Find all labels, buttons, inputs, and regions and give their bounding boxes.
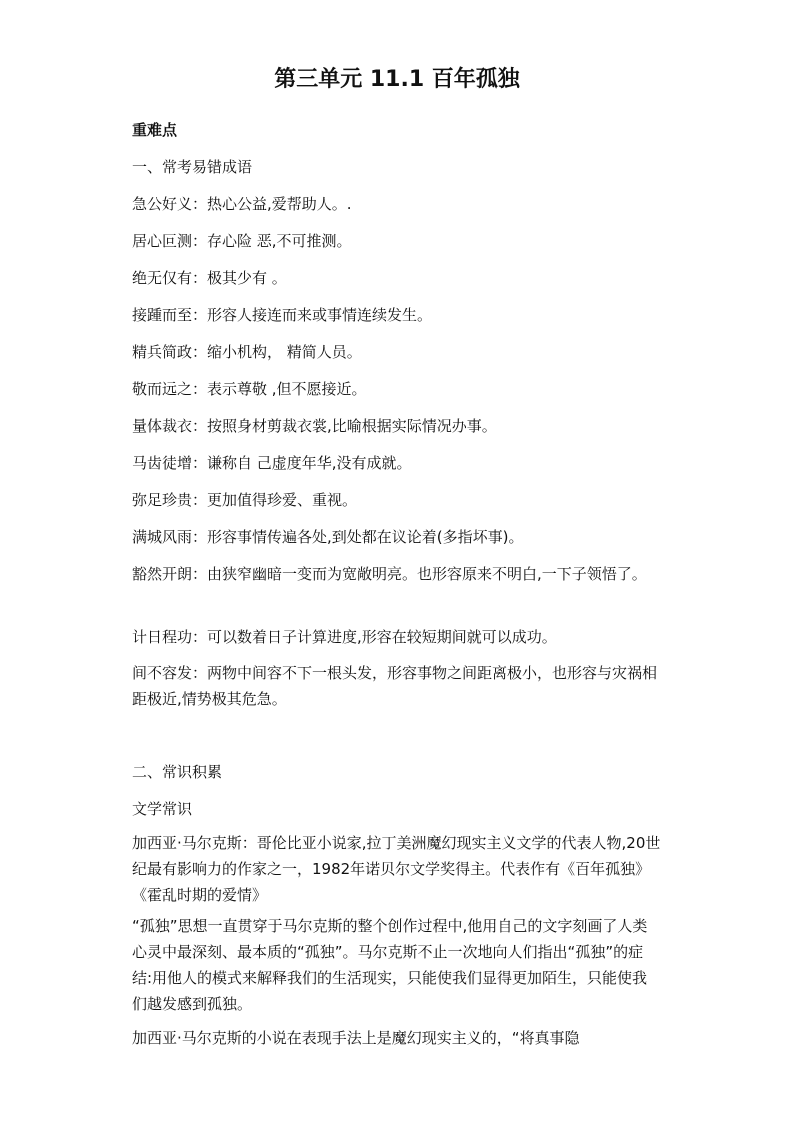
idiom-item: 量体裁衣：按照身材剪裁衣裳,比喻根据实际情况办事。 <box>132 417 497 435</box>
idiom-item: 接踵而至：形容人接连而来或事情连续发生。 <box>132 306 433 324</box>
idiom-item: 弥足珍贵：更加值得珍爱、重视。 <box>132 491 358 509</box>
body-paragraph: 加西亚·马尔克斯：哥伦比亚小说家,拉丁美洲魔幻现实主义文学的代表人物,20世纪最有影响力的作家之一，1982年诺贝尔文学奖得主。代表作有《百年孤独》《霍乱时期的爱情》 <box>132 834 661 904</box>
idiom-item: 计日程功：可以数着日子计算进度,形容在较短期间就可以成功。 <box>132 628 557 646</box>
idiom-item: 满城风雨：形容事情传遍各处,到处都在议论着(多指坏事)。 <box>132 528 524 546</box>
document-title: 第三单元 11.1 百年孤独 <box>274 67 520 92</box>
section-heading: 重难点 <box>132 121 178 139</box>
idiom-item: 豁然开朗：由狭窄幽暗一变而为宽敞明亮。也形容原来不明白,一下子领悟了。 <box>132 565 647 583</box>
part2-heading: 二、常识积累 <box>132 763 223 781</box>
idiom-item: 绝无仅有：极其少有 。 <box>132 269 287 287</box>
body-paragraph: 加西亚·马尔克斯的小说在表现手法上是魔幻现实主义的，“将真事隐 <box>132 1029 580 1047</box>
part1-heading: 一、常考易错成语 <box>132 158 253 176</box>
idiom-item: 间不容发：两物中间容不下一根头发，形容事物之间距离极小，也形容与灾祸相距极近,情势极其危急。 <box>132 664 658 708</box>
subheading: 文学常识 <box>132 800 193 818</box>
idiom-item: 精兵简政：缩小机构， 精简人员。 <box>132 343 362 361</box>
idiom-item: 居心叵测：存心险 恶,不可推测。 <box>132 232 352 250</box>
idiom-item: 急公好义：热心公益,爱帮助人。. <box>132 195 352 213</box>
idiom-item: 马齿徒增：谦称自 己虚度年华,没有成就。 <box>132 454 412 472</box>
idiom-item: 敬而远之：表示尊敬 ,但不愿接近。 <box>132 380 367 398</box>
body-paragraph: “孤独”思想一直贯穿于马尔克斯的整个创作过程中,他用自己的文字刻画了人类心灵中最深刻、最本质的“孤独”。马尔克斯不止一次地向人们指出“孤独”的症结:用他人的模式来解释我们的生活现实，只能使我们显得更加陌生，只能使我们越发感到孤独。 <box>132 917 648 1013</box>
